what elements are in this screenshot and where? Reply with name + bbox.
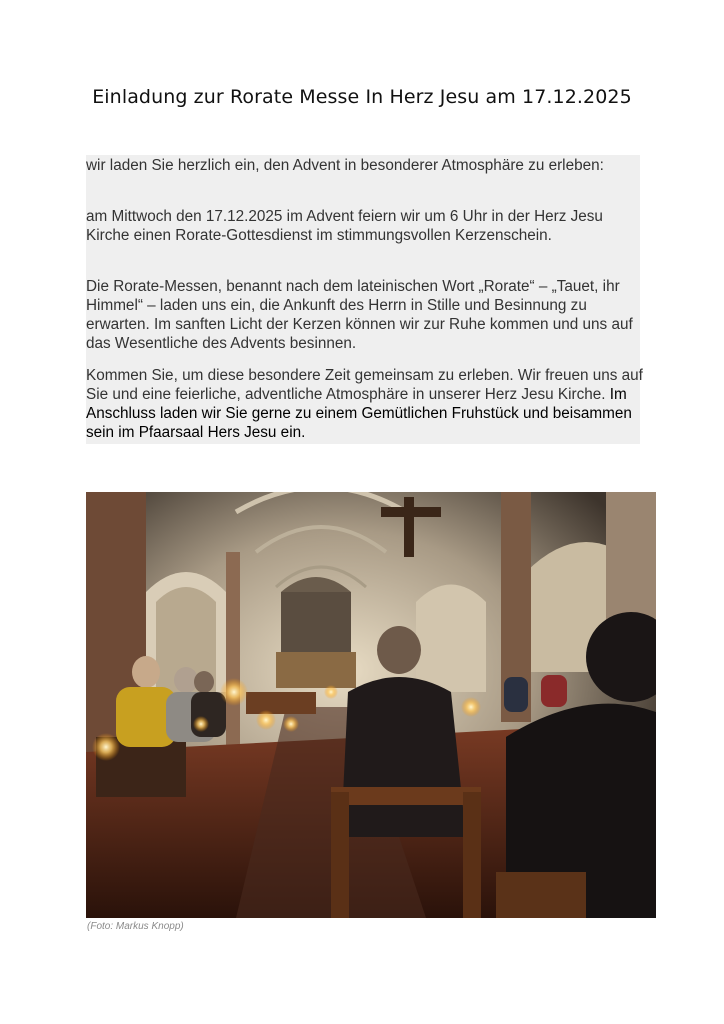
paragraph-rorate: Die Rorate-Messen, benannt nach dem lateinischen Wort „Rorate“ – „Tauet, ihr Himmel“ – laden uns ein, die Ankunft des Herrn in Stille und Besinnung zu erwarten. Im sanften Licht der Kerzen können wir zur Ruhe kommen und uns auf das Wesentliche des Advents besinnen. [86, 278, 633, 352]
document-title: Einladung zur Rorate Messe In Herz Jesu am 17.12.2025 [92, 86, 632, 108]
paragraph-intro: wir laden Sie herzlich ein, den Advent in besonderer Atmosphäre zu erleben: [86, 157, 604, 174]
breakfast-invitation-text: Im Anschluss laden wir Sie gerne zu einem Gemütlichen Fruhstück und beisammen sein im Pfaarsaal Hers Jesu ein. [86, 386, 632, 441]
church-photo [86, 492, 656, 918]
invitation-text: Kommen Sie, um diese besondere Zeit gemeinsam zu erleben. Wir freuen uns auf Sie und eine feierliche, adventliche Atmosphäre in unserer Herz Jesu Kirche. [86, 367, 643, 403]
photo-caption: (Foto: Markus Knopp) [87, 921, 184, 932]
paragraph-date: am Mittwoch den 17.12.2025 im Advent feiern wir um 6 Uhr in der Herz Jesu Kirche einen Rorate-Gottesdienst im stimmungsvollen Kerzenschein. [86, 208, 603, 244]
paragraph-invitation [86, 366, 646, 442]
church-interior-illustration [86, 492, 656, 918]
